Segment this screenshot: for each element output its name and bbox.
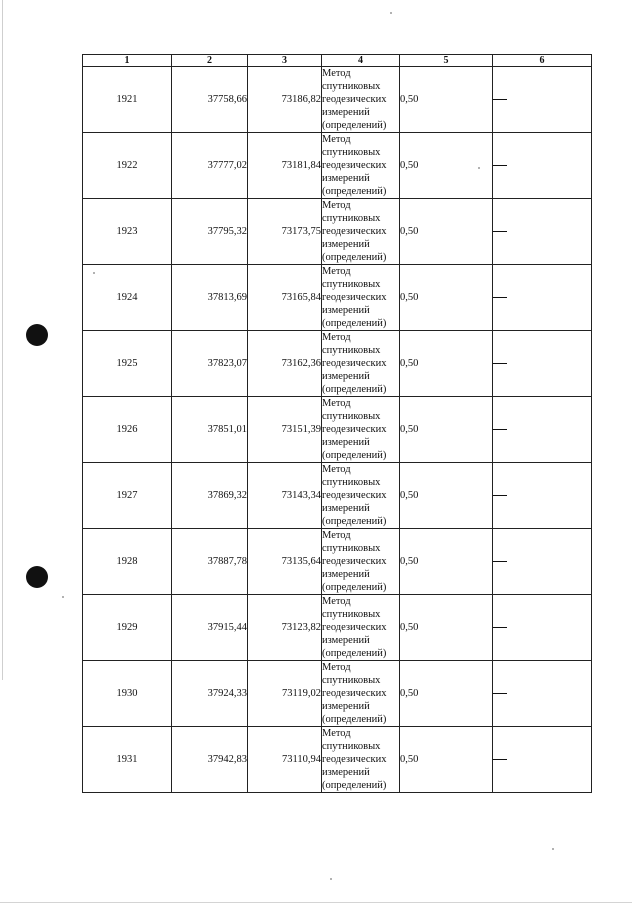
table-row	[83, 661, 592, 727]
point-number-cell: 1926	[83, 397, 172, 463]
method-line: измерений	[322, 305, 370, 316]
x-coordinate-cell: 37823,07	[172, 331, 248, 397]
accuracy-cell: 0,50	[400, 67, 493, 133]
method-line: Метод	[322, 68, 351, 79]
method-cell	[322, 463, 400, 529]
accuracy-cell: 0,50	[400, 529, 493, 595]
y-coordinate-cell: 73123,82	[248, 595, 322, 661]
accuracy-cell: 0,50	[400, 265, 493, 331]
table-row	[83, 397, 592, 463]
method-line: спутниковых	[322, 741, 381, 752]
x-coordinate-cell: 37777,02	[172, 133, 248, 199]
point-number-cell: 1931	[83, 727, 172, 793]
method-cell	[322, 199, 400, 265]
point-number-cell: 1921	[83, 67, 172, 133]
accuracy-cell: 0,50	[400, 463, 493, 529]
method-line: спутниковых	[322, 213, 381, 224]
y-coordinate-cell: 73119,02	[248, 661, 322, 727]
accuracy-cell: 0,50	[400, 661, 493, 727]
point-number-cell: 1924	[83, 265, 172, 331]
header-row	[83, 55, 592, 67]
method-line: Метод	[322, 728, 351, 739]
punch-hole-icon	[26, 324, 48, 346]
dash-icon	[493, 693, 507, 694]
method-cell	[322, 595, 400, 661]
note-text	[507, 292, 508, 293]
scan-speck	[390, 12, 392, 14]
method-line: Метод	[322, 530, 351, 541]
note-text	[507, 358, 508, 359]
dash-icon	[493, 759, 507, 760]
method-line: (определений)	[322, 714, 387, 725]
method-line: спутниковых	[322, 477, 381, 488]
col-header-3: 3	[248, 55, 322, 67]
point-number-cell: 1927	[83, 463, 172, 529]
note-text	[507, 556, 508, 557]
accuracy-cell: 0,50	[400, 199, 493, 265]
method-line: Метод	[322, 134, 351, 145]
method-line: Метод	[322, 266, 351, 277]
method-line: (определений)	[322, 516, 387, 527]
table-body	[83, 67, 592, 793]
method-line: геодезических	[322, 622, 387, 633]
accuracy-cell: 0,50	[400, 595, 493, 661]
x-coordinate-cell: 37758,66	[172, 67, 248, 133]
dash-icon	[493, 99, 507, 100]
point-number-cell: 1922	[83, 133, 172, 199]
y-coordinate-cell: 73173,75	[248, 199, 322, 265]
x-coordinate-cell: 37942,83	[172, 727, 248, 793]
method-line: геодезических	[322, 754, 387, 765]
table-row	[83, 199, 592, 265]
method-cell	[322, 397, 400, 463]
method-line: спутниковых	[322, 279, 381, 290]
note-cell	[493, 199, 592, 265]
method-line: Метод	[322, 464, 351, 475]
page-edge-bottom	[0, 902, 632, 903]
table-row	[83, 595, 592, 661]
point-number-cell: 1929	[83, 595, 172, 661]
note-cell	[493, 463, 592, 529]
note-text	[507, 160, 508, 161]
note-cell	[493, 67, 592, 133]
note-text	[507, 94, 508, 95]
y-coordinate-cell: 73181,84	[248, 133, 322, 199]
table-row	[83, 265, 592, 331]
point-number-cell: 1928	[83, 529, 172, 595]
col-header-1: 1	[83, 55, 172, 67]
accuracy-cell: 0,50	[400, 133, 493, 199]
y-coordinate-cell: 73135,64	[248, 529, 322, 595]
point-number-cell: 1923	[83, 199, 172, 265]
col-header-5: 5	[400, 55, 493, 67]
note-cell	[493, 397, 592, 463]
dash-icon	[493, 495, 507, 496]
dash-icon	[493, 561, 507, 562]
method-line: измерений	[322, 635, 370, 646]
note-text	[507, 424, 508, 425]
note-cell	[493, 133, 592, 199]
method-cell	[322, 133, 400, 199]
method-line: измерений	[322, 107, 370, 118]
y-coordinate-cell: 73110,94	[248, 727, 322, 793]
method-line: геодезических	[322, 556, 387, 567]
method-line: спутниковых	[322, 81, 381, 92]
method-line: геодезических	[322, 226, 387, 237]
x-coordinate-cell: 37915,44	[172, 595, 248, 661]
note-cell	[493, 595, 592, 661]
y-coordinate-cell: 73143,34	[248, 463, 322, 529]
method-line: геодезических	[322, 160, 387, 171]
dash-icon	[493, 627, 507, 628]
x-coordinate-cell: 37813,69	[172, 265, 248, 331]
note-cell	[493, 265, 592, 331]
dash-icon	[493, 231, 507, 232]
method-line: Метод	[322, 332, 351, 343]
note-text	[507, 688, 508, 689]
method-line: геодезических	[322, 292, 387, 303]
y-coordinate-cell: 73186,82	[248, 67, 322, 133]
method-line: измерений	[322, 503, 370, 514]
method-line: геодезических	[322, 94, 387, 105]
method-line: (определений)	[322, 648, 387, 659]
method-cell	[322, 529, 400, 595]
table-row	[83, 463, 592, 529]
note-text	[507, 622, 508, 623]
x-coordinate-cell: 37851,01	[172, 397, 248, 463]
method-cell	[322, 331, 400, 397]
method-cell	[322, 727, 400, 793]
table-row	[83, 67, 592, 133]
method-line: геодезических	[322, 424, 387, 435]
note-cell	[493, 331, 592, 397]
page-edge-left	[2, 0, 3, 680]
dash-icon	[493, 429, 507, 430]
method-line: измерений	[322, 239, 370, 250]
method-line: спутниковых	[322, 675, 381, 686]
method-line: геодезических	[322, 688, 387, 699]
dash-icon	[493, 363, 507, 364]
method-line: Метод	[322, 398, 351, 409]
method-line: измерений	[322, 173, 370, 184]
method-cell	[322, 661, 400, 727]
method-line: измерений	[322, 371, 370, 382]
method-line: (определений)	[322, 780, 387, 791]
note-cell	[493, 727, 592, 793]
coordinates-table	[82, 54, 592, 793]
note-cell	[493, 661, 592, 727]
method-line: геодезических	[322, 358, 387, 369]
method-line: спутниковых	[322, 609, 381, 620]
y-coordinate-cell: 73151,39	[248, 397, 322, 463]
method-line: Метод	[322, 200, 351, 211]
dash-icon	[493, 297, 507, 298]
accuracy-cell: 0,50	[400, 397, 493, 463]
method-line: измерений	[322, 767, 370, 778]
method-line: (определений)	[322, 120, 387, 131]
scan-speck	[330, 878, 332, 880]
table-row	[83, 133, 592, 199]
dash-icon	[493, 165, 507, 166]
method-cell	[322, 265, 400, 331]
method-line: (определений)	[322, 252, 387, 263]
table-row	[83, 331, 592, 397]
method-cell	[322, 67, 400, 133]
point-number-cell: 1925	[83, 331, 172, 397]
method-line: спутниковых	[322, 411, 381, 422]
method-line: (определений)	[322, 186, 387, 197]
method-line: (определений)	[322, 318, 387, 329]
method-line: геодезических	[322, 490, 387, 501]
x-coordinate-cell: 37795,32	[172, 199, 248, 265]
accuracy-cell: 0,50	[400, 331, 493, 397]
method-line: спутниковых	[322, 543, 381, 554]
method-line: Метод	[322, 662, 351, 673]
x-coordinate-cell: 37869,32	[172, 463, 248, 529]
note-text	[507, 490, 508, 491]
method-line: спутниковых	[322, 147, 381, 158]
method-line: (определений)	[322, 582, 387, 593]
col-header-2: 2	[172, 55, 248, 67]
method-line: измерений	[322, 437, 370, 448]
y-coordinate-cell: 73165,84	[248, 265, 322, 331]
accuracy-cell: 0,50	[400, 727, 493, 793]
note-cell	[493, 529, 592, 595]
table-row	[83, 529, 592, 595]
method-line: спутниковых	[322, 345, 381, 356]
method-line: (определений)	[322, 384, 387, 395]
x-coordinate-cell: 37887,78	[172, 529, 248, 595]
method-line: измерений	[322, 569, 370, 580]
method-line: измерений	[322, 701, 370, 712]
col-header-4: 4	[322, 55, 400, 67]
method-line: (определений)	[322, 450, 387, 461]
col-header-6: 6	[493, 55, 592, 67]
x-coordinate-cell: 37924,33	[172, 661, 248, 727]
scan-speck	[62, 596, 64, 598]
point-number-cell: 1930	[83, 661, 172, 727]
table-row	[83, 727, 592, 793]
scan-speck	[552, 848, 554, 850]
note-text	[507, 754, 508, 755]
y-coordinate-cell: 73162,36	[248, 331, 322, 397]
punch-hole-icon	[26, 566, 48, 588]
note-text	[507, 226, 508, 227]
method-line: Метод	[322, 596, 351, 607]
